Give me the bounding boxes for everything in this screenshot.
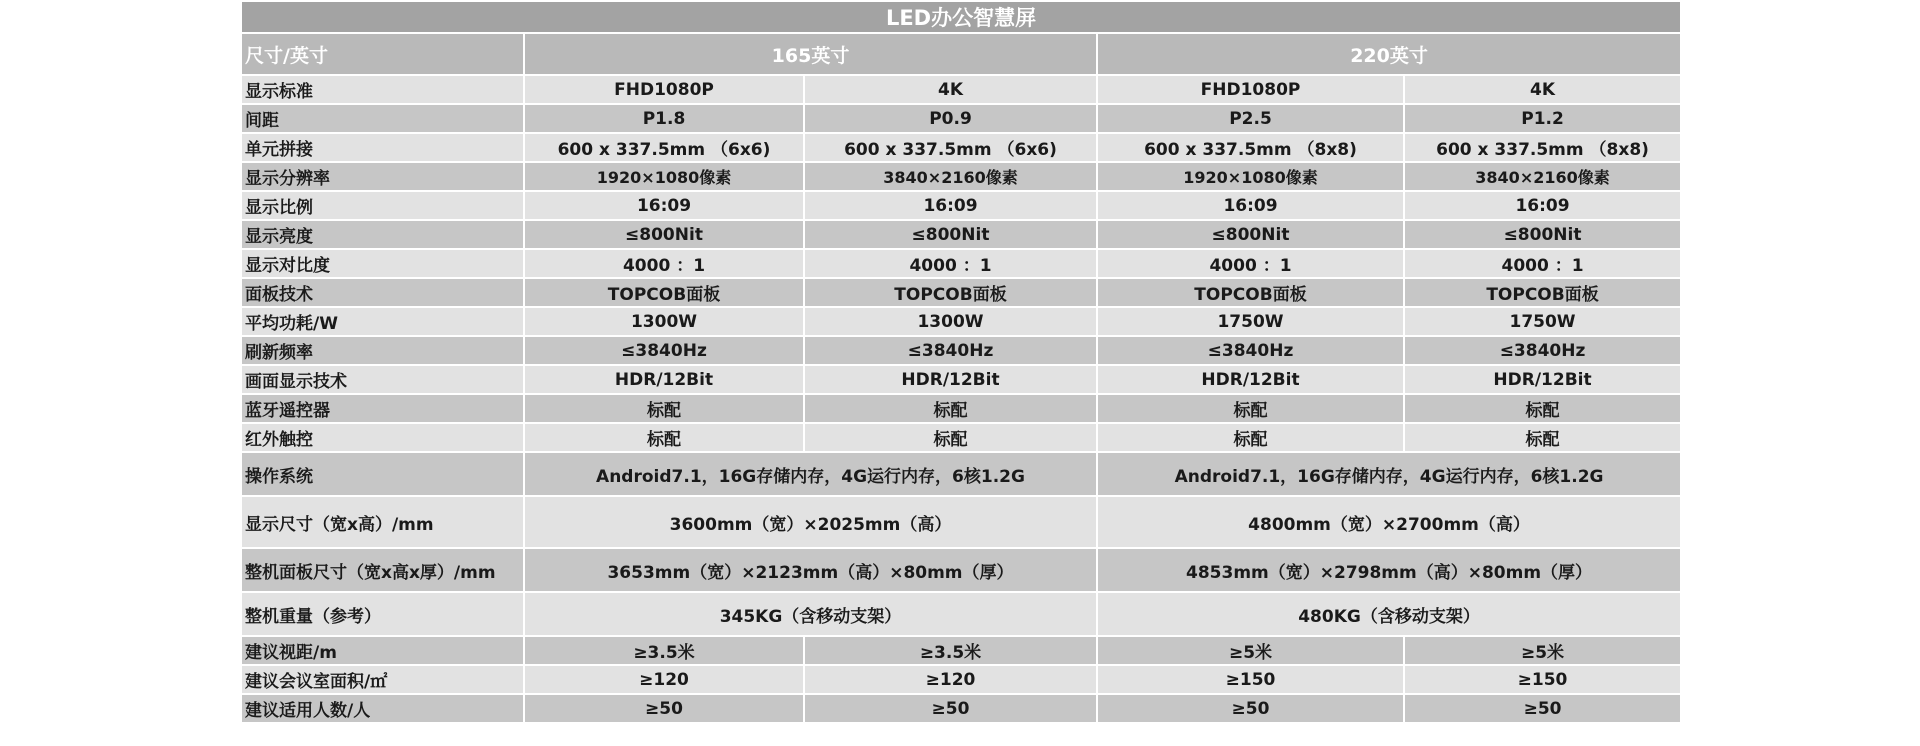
cell: HDR/12Bit: [524, 365, 804, 394]
cell: ≤3840Hz: [1404, 336, 1681, 365]
row-label: 画面显示技术: [241, 365, 524, 394]
cell: FHD1080P: [524, 75, 804, 104]
table-row: [241, 394, 1681, 423]
row-label: 红外触控: [241, 423, 524, 452]
cell: ≤800Nit: [1097, 220, 1404, 249]
cell: TOPCOB面板: [804, 278, 1097, 307]
cell: 1300W: [524, 307, 804, 336]
row-label: 显示尺寸（宽x高）/mm: [241, 496, 524, 548]
cell: 600 x 337.5mm （6x6): [804, 133, 1097, 162]
cell: HDR/12Bit: [804, 365, 1097, 394]
header-size-165: 165英寸: [524, 33, 1097, 75]
table-row: [241, 452, 1681, 496]
cell: ≤3840Hz: [1097, 336, 1404, 365]
cell: 4K: [1404, 75, 1681, 104]
spec-sheet: [240, 0, 1680, 724]
cell: TOPCOB面板: [524, 278, 804, 307]
spec-table: [240, 0, 1682, 724]
cell: TOPCOB面板: [1097, 278, 1404, 307]
row-label: 面板技术: [241, 278, 524, 307]
table-row: [241, 423, 1681, 452]
cell: ≤3840Hz: [524, 336, 804, 365]
row-label: 操作系统: [241, 452, 524, 496]
cell: ≥3.5米: [524, 636, 804, 665]
table-row: [241, 162, 1681, 191]
cell: 600 x 337.5mm （8x8): [1404, 133, 1681, 162]
table-row: [241, 665, 1681, 694]
row-label: 显示比例: [241, 191, 524, 220]
table-row: [241, 365, 1681, 394]
cell: 4853mm（宽）×2798mm（高）×80mm（厚）: [1097, 548, 1681, 592]
row-label: 建议会议室面积/㎡: [241, 665, 524, 694]
cell: Android7.1，16G存储内存，4G运行内存，6核1.2G: [524, 452, 1097, 496]
table-row: [241, 694, 1681, 723]
cell: 4K: [804, 75, 1097, 104]
row-label: 显示标准: [241, 75, 524, 104]
row-label: 整机重量（参考）: [241, 592, 524, 636]
row-label: 单元拼接: [241, 133, 524, 162]
row-label: 显示对比度: [241, 249, 524, 278]
row-label: 间距: [241, 104, 524, 133]
cell: 600 x 337.5mm （8x8): [1097, 133, 1404, 162]
cell: ≥50: [1097, 694, 1404, 723]
cell: 3600mm（宽）×2025mm（高）: [524, 496, 1097, 548]
cell: ≥150: [1404, 665, 1681, 694]
cell: ≥50: [1404, 694, 1681, 723]
table-row: [241, 249, 1681, 278]
cell: 3840×2160像素: [804, 162, 1097, 191]
row-label: 整机面板尺寸（宽x高x厚）/mm: [241, 548, 524, 592]
cell: 标配: [804, 394, 1097, 423]
row-label: 蓝牙遥控器: [241, 394, 524, 423]
cell: 1300W: [804, 307, 1097, 336]
cell: ≥150: [1097, 665, 1404, 694]
cell: 345KG（含移动支架）: [524, 592, 1097, 636]
table-row: [241, 336, 1681, 365]
table-row: [241, 496, 1681, 548]
cell: 标配: [524, 394, 804, 423]
title-row: [241, 1, 1681, 33]
cell: P1.8: [524, 104, 804, 133]
cell: 3653mm（宽）×2123mm（高）×80mm（厚）: [524, 548, 1097, 592]
table-row: [241, 636, 1681, 665]
table-row: [241, 307, 1681, 336]
cell: 600 x 337.5mm （6x6): [524, 133, 804, 162]
cell: ≥120: [804, 665, 1097, 694]
cell: 480KG（含移动支架）: [1097, 592, 1681, 636]
header-row: [241, 33, 1681, 75]
table-row: [241, 75, 1681, 104]
row-label: 刷新频率: [241, 336, 524, 365]
cell: 标配: [1097, 423, 1404, 452]
cell: ≤800Nit: [524, 220, 804, 249]
cell: Android7.1，16G存储内存，4G运行内存，6核1.2G: [1097, 452, 1681, 496]
cell: ≥120: [524, 665, 804, 694]
cell: 4000 ：1: [804, 249, 1097, 278]
cell: 16:09: [524, 191, 804, 220]
cell: ≥5米: [1097, 636, 1404, 665]
cell: HDR/12Bit: [1097, 365, 1404, 394]
cell: ≤3840Hz: [804, 336, 1097, 365]
cell: 4000 ：1: [1097, 249, 1404, 278]
cell: P1.2: [1404, 104, 1681, 133]
header-label: 尺寸/英寸: [241, 33, 524, 75]
cell: 1750W: [1404, 307, 1681, 336]
cell: 16:09: [804, 191, 1097, 220]
cell: 3840×2160像素: [1404, 162, 1681, 191]
cell: FHD1080P: [1097, 75, 1404, 104]
cell: 1750W: [1097, 307, 1404, 336]
cell: 标配: [1404, 423, 1681, 452]
row-label: 平均功耗/W: [241, 307, 524, 336]
cell: 1920×1080像素: [524, 162, 804, 191]
cell: HDR/12Bit: [1404, 365, 1681, 394]
row-label: 显示亮度: [241, 220, 524, 249]
table-title: LED办公智慧屏: [241, 1, 1681, 33]
table-row: [241, 548, 1681, 592]
cell: P0.9: [804, 104, 1097, 133]
cell: ≥3.5米: [804, 636, 1097, 665]
cell: 标配: [1404, 394, 1681, 423]
table-row: [241, 592, 1681, 636]
cell: 4800mm（宽）×2700mm（高）: [1097, 496, 1681, 548]
table-row: [241, 104, 1681, 133]
row-label: 建议适用人数/人: [241, 694, 524, 723]
row-label: 显示分辨率: [241, 162, 524, 191]
cell: 4000 ：1: [524, 249, 804, 278]
table-row: [241, 278, 1681, 307]
cell: 标配: [804, 423, 1097, 452]
table-row: [241, 133, 1681, 162]
row-label: 建议视距/m: [241, 636, 524, 665]
header-size-220: 220英寸: [1097, 33, 1681, 75]
cell: ≥5米: [1404, 636, 1681, 665]
cell: 标配: [1097, 394, 1404, 423]
cell: 4000 ：1: [1404, 249, 1681, 278]
cell: ≥50: [524, 694, 804, 723]
cell: TOPCOB面板: [1404, 278, 1681, 307]
table-row: [241, 220, 1681, 249]
cell: P2.5: [1097, 104, 1404, 133]
cell: ≤800Nit: [804, 220, 1097, 249]
cell: 16:09: [1097, 191, 1404, 220]
cell: ≤800Nit: [1404, 220, 1681, 249]
cell: 标配: [524, 423, 804, 452]
cell: ≥50: [804, 694, 1097, 723]
cell: 16:09: [1404, 191, 1681, 220]
table-row: [241, 191, 1681, 220]
cell: 1920×1080像素: [1097, 162, 1404, 191]
